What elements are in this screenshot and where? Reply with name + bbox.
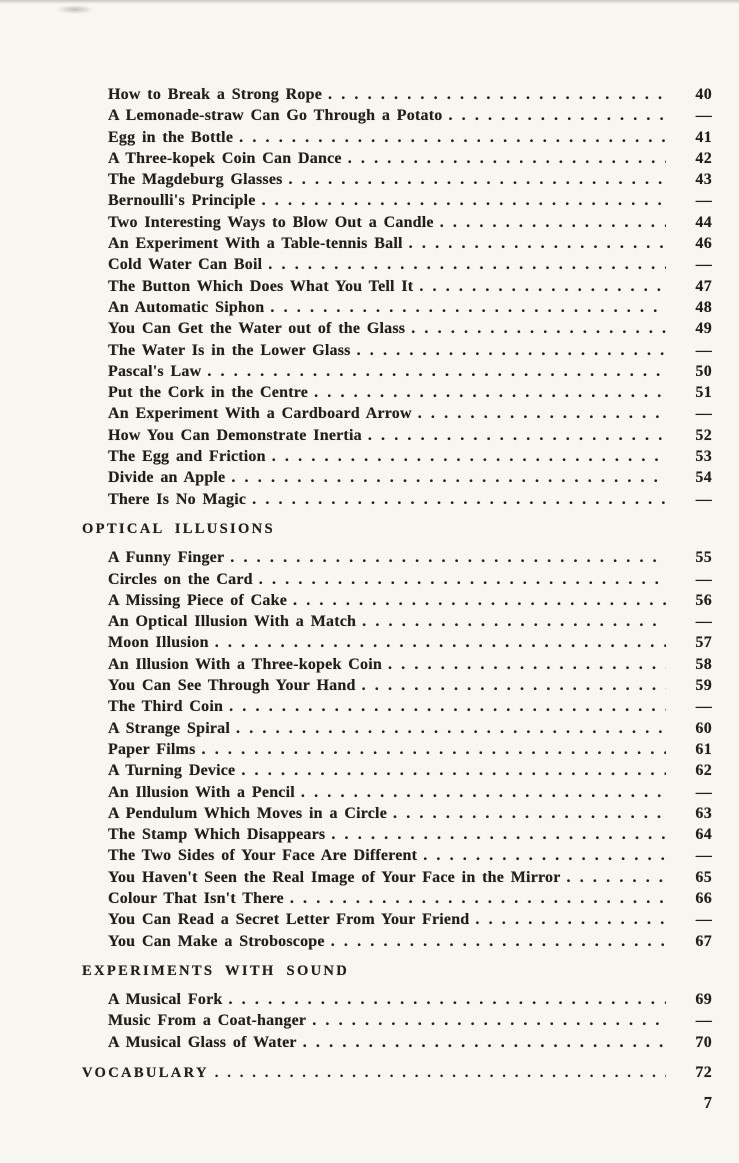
toc-entry [108,212,712,233]
toc-entry [108,718,712,739]
toc-entry-title: You Haven't Seen the Real Image of Your Face in the Mirror [108,868,561,886]
dot-leader [325,824,666,845]
toc-entry-page: — [695,698,712,716]
toc-entry-page: 57 [695,634,712,652]
toc-entry [108,696,712,717]
toc-entry-title: A Three-kopek Coin Can Dance [108,149,342,167]
toc-entry [108,105,712,126]
toc-entry-page: — [695,490,712,508]
toc-entry-page: 63 [695,804,712,822]
dot-leader [434,212,666,233]
toc-entry [108,867,712,888]
toc-entry-page: — [695,1012,712,1030]
toc-entry [108,233,712,254]
toc-entry-page: 47 [695,277,712,295]
toc-entry-page: 56 [695,591,712,609]
toc-entry-title: The Egg and Friction [108,448,266,466]
toc-entry-title: A Turning Device [108,762,236,780]
toc-section-heading-row [82,519,712,540]
toc-entry [108,888,712,909]
toc-entry-page: 66 [695,889,712,907]
toc-entry-title: An Experiment With a Cardboard Arrow [108,405,412,423]
dot-leader [325,931,666,952]
dot-leader [284,888,666,909]
dot-leader [235,760,666,781]
toc-entry [108,467,712,488]
toc-entry [108,782,712,803]
dot-leader [266,446,666,467]
toc-entry-page: — [695,911,712,929]
toc-entry [108,276,712,297]
dot-leader [222,989,666,1010]
toc-entry-title: Put the Cork in the Centre [108,384,309,402]
toc-entry-title: How to Break a Strong Rope [108,86,323,103]
toc-entry-page: 49 [695,320,712,338]
toc-entry-title: Music From a Coat-hanger [108,1012,307,1030]
dot-leader [233,127,666,148]
toc-entry-page: 61 [695,740,712,758]
toc-entry-page: — [695,256,712,274]
toc-entry-page: — [695,783,712,801]
toc-entry-title: An Experiment With a Table-tennis Ball [108,235,403,253]
toc-entry-title: A Musical Glass of Water [108,1033,297,1051]
toc-entry-title: Bernoulli's Principle [108,192,256,210]
toc-entry-page: 58 [695,655,712,673]
toc-entry-page: 62 [695,762,712,780]
toc-entry-page: 54 [695,469,712,487]
toc-entry-title: An Illusion With a Pencil [108,783,295,801]
toc-entry [108,739,712,760]
dot-leader [308,382,666,403]
dot-leader [225,467,666,488]
section-heading-label: EXPERIMENTS WITH SOUND [82,962,350,979]
toc-entry-page: — [695,570,712,588]
dot-leader [382,654,666,675]
toc-entry [108,590,712,611]
toc-entry [108,84,712,105]
dot-leader [405,318,666,339]
dot-leader [306,1010,666,1031]
toc-entry-title: The Third Coin [108,698,224,716]
toc-entry-page: 44 [695,213,712,231]
toc-entry-title: A Missing Piece of Cake [108,591,288,609]
dot-leader [356,675,666,696]
toc-entry [108,824,712,845]
toc-entry-title: You Can Get the Water out of the Glass [108,320,406,338]
table-of-contents [82,84,712,1091]
toc-entry-page: 40 [695,86,712,103]
toc-entry [108,425,712,446]
toc-entry [108,340,712,361]
toc-entry [108,446,712,467]
toc-entry-page: 64 [695,826,712,844]
toc-entry [108,318,712,339]
toc-entry [108,611,712,632]
toc-entry [108,127,712,148]
toc-entry [108,489,712,510]
toc-entry [108,845,712,866]
toc-entry-page: 67 [695,932,712,950]
toc-entry-page: 43 [695,171,712,189]
toc-entry [108,547,712,568]
toc-entry [108,569,712,590]
toc-entry-title: The Button Which Does What You Tell It [108,277,414,295]
toc-entry-title: The Magdeburg Glasses [108,171,283,189]
toc-entry-page: 41 [695,128,712,146]
toc-entry-title: An Automatic Siphon [108,298,265,316]
dot-leader [417,845,666,866]
toc-entry [108,382,712,403]
section-heading-page: 72 [695,1064,712,1082]
toc-entry [108,909,712,930]
dot-leader [413,276,666,297]
toc-entry [108,1032,712,1053]
toc-entry-page: 42 [695,149,712,167]
toc-entry-page: 69 [695,991,712,1009]
toc-entry-title: A Lemonade-straw Can Go Through a Potato [108,107,443,125]
dot-leader [262,254,666,275]
dot-leader [196,739,666,760]
toc-entry-page: 60 [695,719,712,737]
toc-entry [108,654,712,675]
dot-leader [223,696,666,717]
toc-entry-page: 70 [695,1033,712,1051]
dot-leader [209,1063,666,1084]
toc-entry [108,931,712,952]
toc-entry [108,1010,712,1031]
toc-entry-title: Two Interesting Ways to Blow Out a Candle [108,213,434,231]
toc-entry [108,989,712,1010]
toc-entry [108,632,712,653]
dot-leader [387,803,666,824]
dot-leader [351,340,666,361]
toc-entry [108,675,712,696]
toc-entry-title: There Is No Magic [108,490,247,508]
toc-entry [108,297,712,318]
toc-entry-page: 48 [695,298,712,316]
toc-entry-page: 46 [695,235,712,253]
dot-leader [295,782,666,803]
folio-page-number: 7 [703,1093,712,1112]
toc-entry-title: Egg in the Bottle [108,128,234,146]
dot-leader [287,590,666,611]
toc-entry-title: Divide an Apple [108,469,226,487]
toc-section-heading-row [82,961,712,982]
toc-entry-title: A Pendulum Which Moves in a Circle [108,804,388,822]
dot-leader [230,718,666,739]
section-heading-label: OPTICAL ILLUSIONS [82,520,275,537]
toc-entry-page: — [695,613,712,631]
toc-entry-title: The Stamp Which Disappears [108,826,326,844]
toc-entry-page: 51 [695,384,712,402]
toc-entry-title: You Can See Through Your Hand [108,677,356,695]
dot-leader [201,361,666,382]
toc-entry-title: The Two Sides of Your Face Are Different [108,847,418,865]
toc-entry-page: 55 [695,549,712,567]
dot-leader [253,569,666,590]
toc-entry-page: — [695,192,712,210]
section-heading-label: VOCABULARY [82,1065,209,1082]
toc-entry-title: An Illusion With a Three-kopek Coin [108,655,382,673]
dot-leader [356,611,666,632]
dot-leader [403,233,666,254]
toc-entry [108,803,712,824]
dot-leader [561,867,666,888]
toc-entry-title: A Funny Finger [108,549,225,567]
toc-entry-page: — [695,847,712,865]
toc-entry-page: 65 [695,868,712,886]
dot-leader [442,105,666,126]
toc-entry-title: Cold Water Can Boil [108,256,263,274]
toc-entry-title: Moon Illusion [108,634,209,652]
toc-entry [108,760,712,781]
toc-entry-title: You Can Read a Secret Letter From Your Friend [108,911,470,929]
toc-section-heading-row [82,1062,712,1084]
toc-entry-page: 50 [695,362,712,380]
dot-leader [412,403,666,424]
dot-leader [362,425,666,446]
toc-entry-title: Circles on the Card [108,570,253,588]
dot-leader [297,1032,666,1053]
toc-entry [108,169,712,190]
dot-leader [264,297,666,318]
toc-entry-page: 53 [695,448,712,466]
toc-entry-title: How You Can Demonstrate Inertia [108,426,362,444]
toc-entry-title: Paper Films [108,740,196,758]
toc-entry-page: 52 [695,426,712,444]
toc-entry-page: — [695,341,712,359]
dot-leader [469,909,666,930]
dot-leader [209,632,666,653]
toc-entry-page: 59 [695,677,712,695]
toc-entry-title: Colour That Isn't There [108,889,284,907]
toc-entry-title: Pascal's Law [108,362,202,380]
toc-entry-title: The Water Is in the Lower Glass [108,341,351,359]
dot-leader [224,547,666,568]
dot-leader [322,84,666,105]
toc-entry-title: An Optical Illusion With a Match [108,613,357,631]
toc-entry [108,148,712,169]
toc-entry-page: — [695,107,712,125]
toc-entry-page: — [695,405,712,423]
toc-entry-title: A Strange Spiral [108,719,230,737]
toc-entry [108,403,712,424]
toc-entry-title: A Musical Fork [108,991,223,1009]
dot-leader [256,190,666,211]
toc-entry [108,361,712,382]
toc-entry-title: You Can Make a Stroboscope [108,932,325,950]
dot-leader [342,148,666,169]
dot-leader [283,169,666,190]
toc-entry [108,190,712,211]
toc-entry [108,254,712,275]
dot-leader [246,489,666,510]
